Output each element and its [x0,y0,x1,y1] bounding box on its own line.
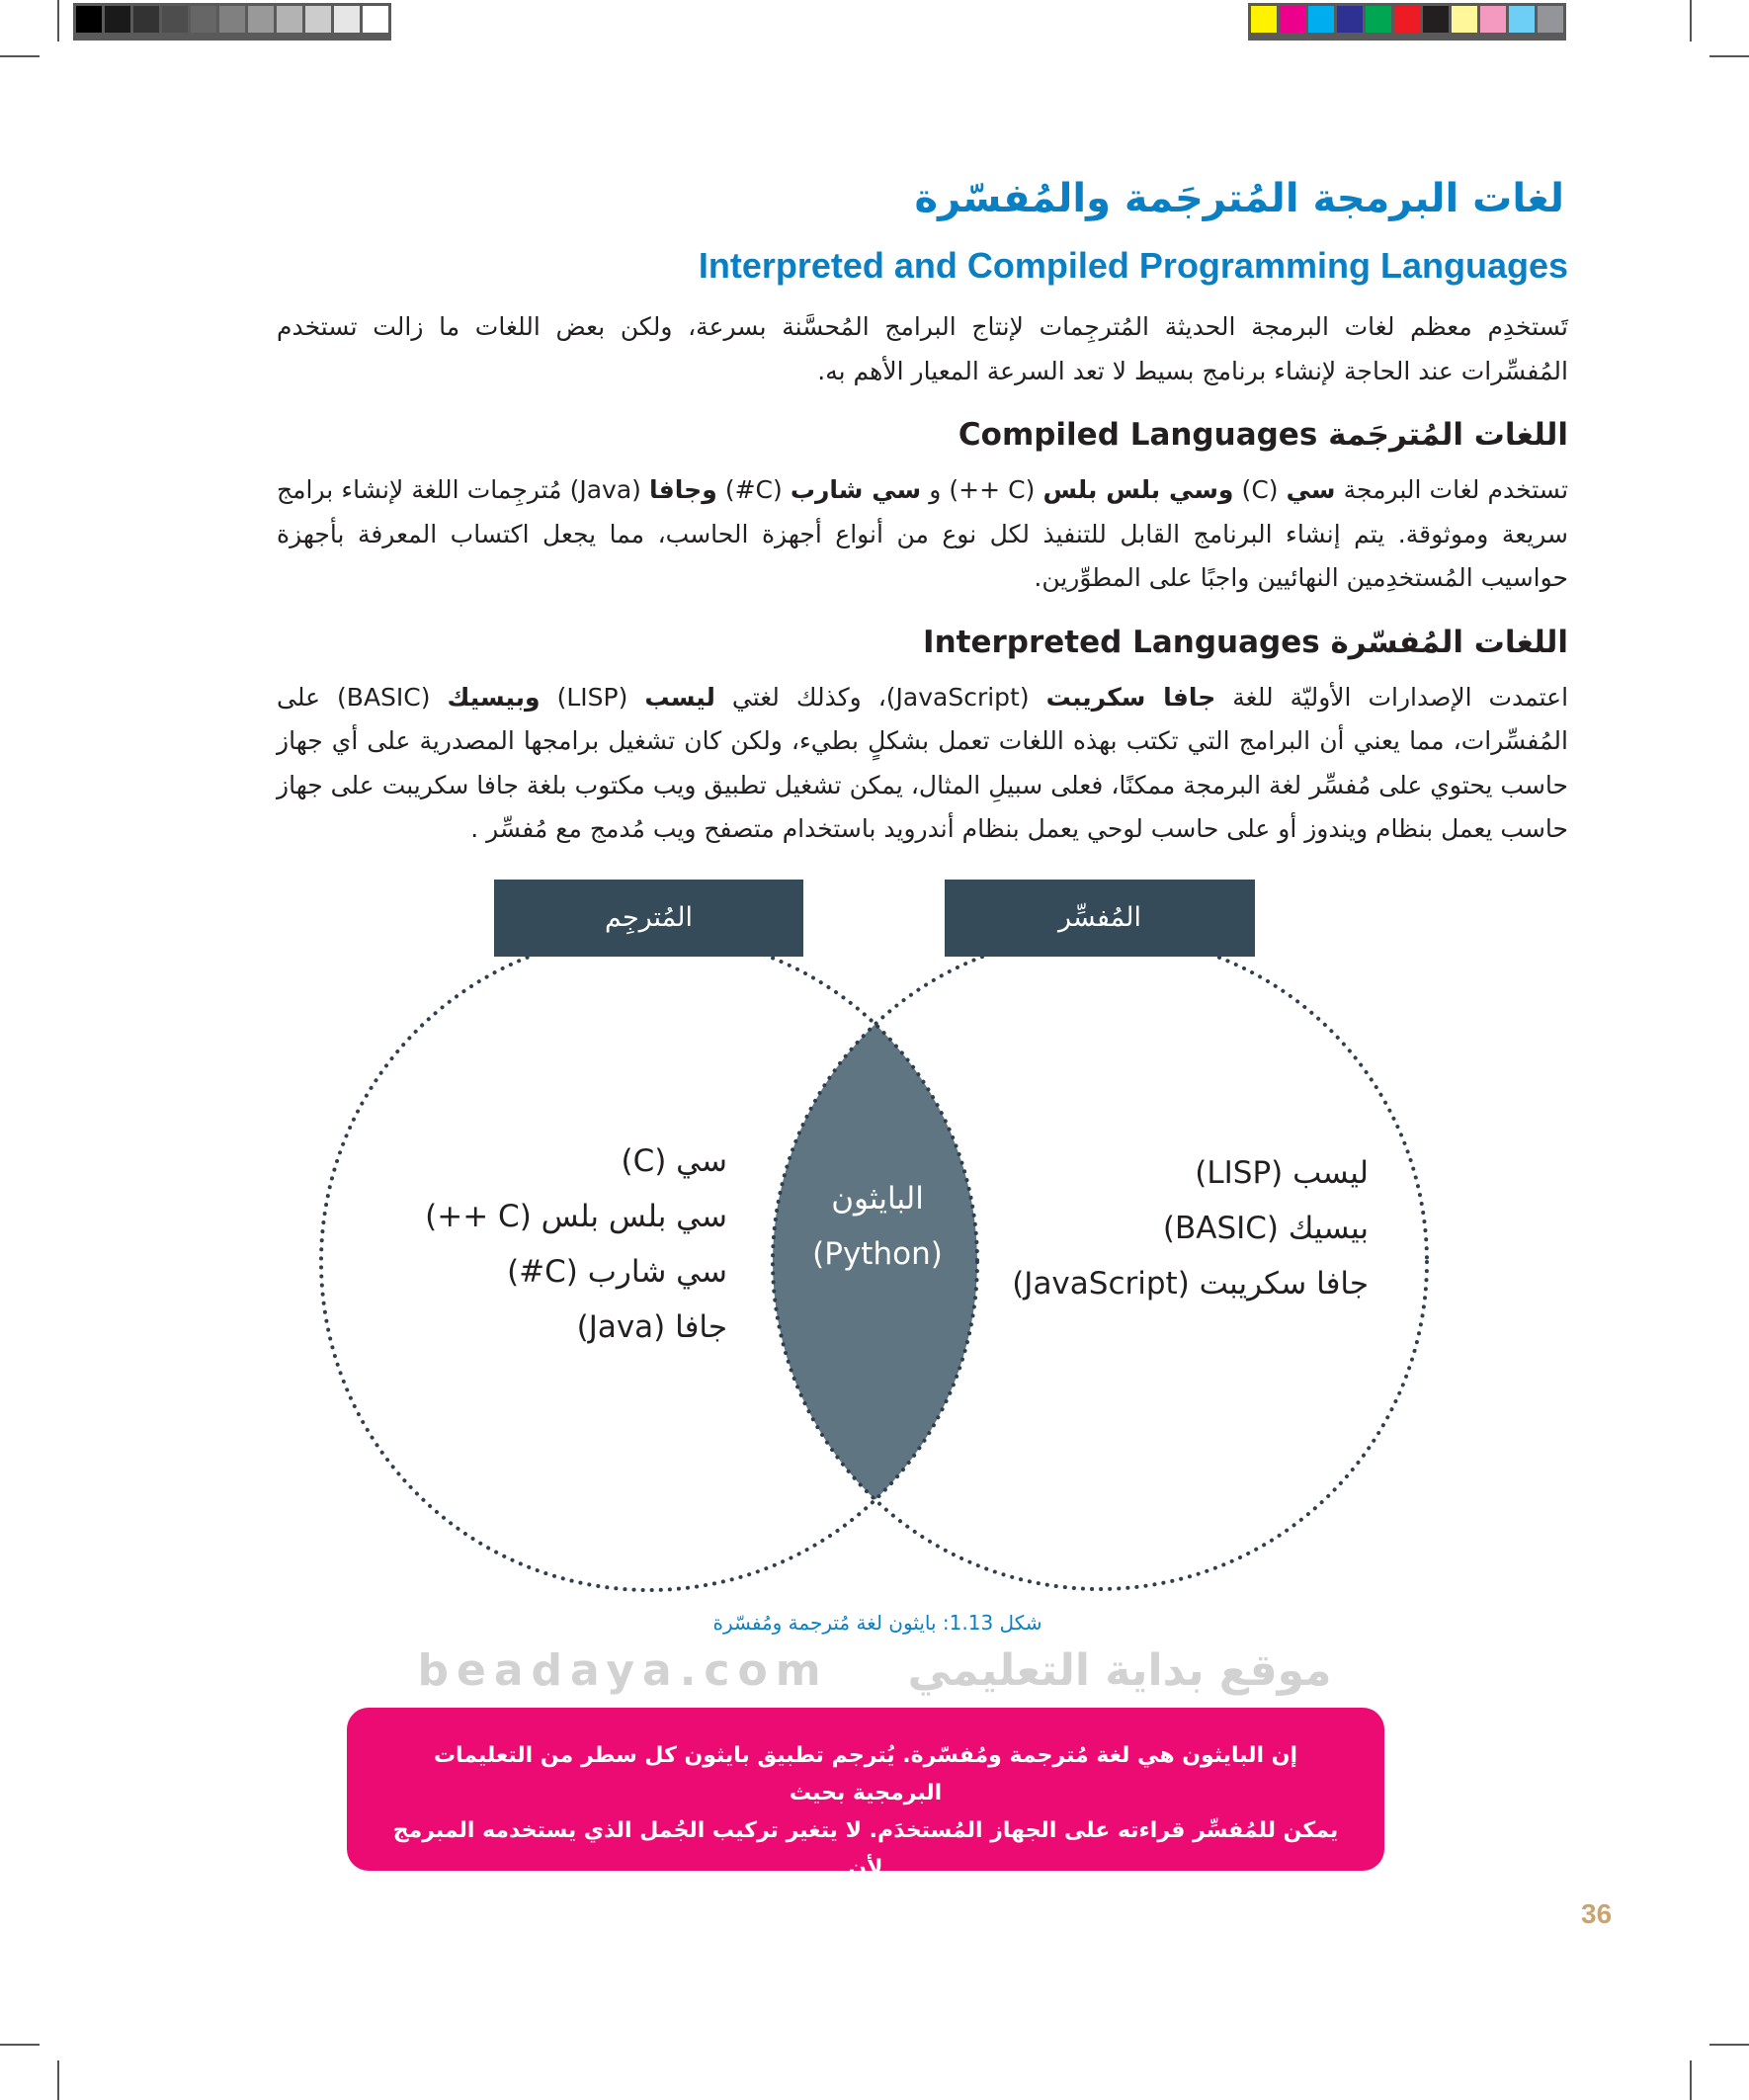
crop-mark [1690,2060,1692,2100]
color-swatch [219,6,245,33]
compiled-paragraph [277,468,1568,601]
color-swatch [1509,6,1535,33]
interpreted-languages-list [1012,1145,1369,1311]
compiled-languages-list [425,1134,727,1355]
figure-caption: شكل 1.13: بايثون لغة مُترجمة ومُفسّرة [712,1610,1042,1635]
color-swatch [105,6,130,33]
note-line: يمكن للمُفسِّر قراءته على الجهاز المُستخدَم. لا يتغير تركيب الجُمل الذي يستخدمه المبرمج لأن [392,1817,1339,1881]
python-arabic: البايثون [831,1180,924,1217]
crop-mark [57,0,59,42]
page-body: تَستخدِم معظم لغات البرمجة الحديثة المُترجِمات لإنتاج البرامج المُحسَّنة بسرعة، ولكن بعض اللغات ما زالت تستخدم المُفسِّرات عند الحاجة لإنشاء برنامج بسيط لا تعد السرعة المعيار الأهم به. اللغات المُترجَمة Compiled Languages تستخدم لغات البرمجة سي (C) وسي بلس بلس (C ++) و سي شارب (C#) وجافا (Java) مُترجِمات اللغة لإنشاء برامج سريعة وموثوقة. يتم إنشاء البرنامج القابل للتنفيذ لكل نوع من أنواع أجهزة الحاسب، مما يجعل اكتساب المعرفة بأجهزة حواسيب المُستخدِمين النهائيين واجبًا على المطوِّرين. اللغات المُفسّرة Interpreted Languages اعتمدت الإصدارات الأوليّة للغة جافا سكريبت (JavaScript)، وكذلك لغتي ليسب (LISP) وبيسيك (BASIC) على المُفسِّرات، مما يعني أن البرامج التي تكتب بهذه اللغات تعمل بشكلٍ بطيء، ولكن كان تشغيل برامجها المصدرية على أي جهاز حاسب يحتوي على مُفسِّر لغة البرمجة ممكنًا، فعلى سبيلِ المثال، يمكن تشغيل تطبيق ويب مكتوب بلغة جافا سكريبت على جهاز حاسب يعمل بنظام ويندوز أو على حاسب لوحي يعمل بنظام أندرويد باستخدام متصفح ويب مُدمج مع مُفسِّر . المُترجِم المُفسِّر سي (C) سي بلس بلس (C ++) سي شارب (C#) جافا (Java) ليسب (LISP) بيسيك (BASIC) جافا سكريبت (JavaScript) البايثون (Python) شكل 1.13: بايثون لغة مُترجمة ومُفسّرة beadaya.com موقع بداية التعليمي إن البايثون هي لغة مُترجمة ومُفسّرة. يُترجم تطبيق بايثون كل سطر من التعليمات البرمجية بحيث يمكن للمُفسِّر قراءته على الجهاز المُستخدَم. لا يتغير تركيب الجُمل الذي يستخدمه المبرمج لأن تطبيق بايثون يحوله إلى الشكل الصحيح للمُفسِّر المُستخدَم على هذا الجهاز. 36 [277,305,1568,1931]
list-item: سي (C) [621,1142,727,1179]
color-swatch [76,6,102,33]
python-english: (Python) [812,1235,943,1272]
text-segment: تستخدم لغات البرمجة [1335,475,1569,504]
venn-diagram [0,880,1749,1610]
color-swatch [1366,6,1391,33]
text-segment: (C ++) و [921,475,1043,504]
text-segment: (C#) [716,475,791,504]
page-title-english: Interpreted and Compiled Programming Languages [698,245,1568,286]
watermark-latin: beadaya.com [417,1644,829,1696]
compiled-heading: اللغات المُترجَمة Compiled Languages [958,417,1568,453]
interpreter-label: المُفسِّر [1058,902,1141,933]
color-swatch [1423,6,1449,33]
note-line: تطبيق بايثون يحوله إلى الشكل الصحيح للمُفسِّر المُستخدَم على هذا الجهاز. [467,1892,1264,1918]
color-swatch [1308,6,1334,33]
color-swatch [1452,6,1477,33]
bold-term: سي [1286,475,1336,504]
compiler-label: المُترجِم [604,902,694,933]
color-swatch [191,6,216,33]
color-swatch [334,6,360,33]
bold-term: سي شارب [790,475,922,504]
interpreted-paragraph [277,676,1568,852]
bold-term: ليسب [644,682,715,712]
text-segment: (JavaScript)، وكذلك لغتي [714,682,1046,712]
python-note-box [347,1708,1384,1918]
page-title-arabic: لغات البرمجة المُترجَمة والمُفسّرة [914,176,1564,221]
color-swatch [1251,6,1277,33]
bold-term: وسي بلس بلس [1042,475,1234,504]
list-item: سي بلس بلس (C ++) [425,1198,727,1234]
interpreted-heading: اللغات المُفسّرة Interpreted Languages [923,624,1568,660]
list-item: بيسيك (BASIC) [1162,1210,1369,1246]
intro-paragraph: تَستخدِم معظم لغات البرمجة الحديثة المُترجِمات لإنتاج البرامج المُحسَّنة بسرعة، ولكن بعض اللغات ما زالت تستخدم المُفسِّرات عند الحاجة لإنشاء برنامج بسيط لا تعد السرعة المعيار الأهم به. [277,312,1568,385]
text-segment: (C) [1233,475,1287,504]
crop-mark [57,2060,59,2100]
crop-mark [1690,0,1692,42]
crop-mark [1709,2044,1749,2046]
interpreter-label-box [945,880,1255,957]
color-swatch [1280,6,1305,33]
bold-term: وبيسيك [447,682,541,712]
color-swatch [248,6,274,33]
text-segment: (LISP) [540,682,645,712]
color-swatch [305,6,331,33]
color-swatch [133,6,159,33]
grayscale-color-bar [73,3,391,41]
list-item: ليسب (LISP) [1195,1154,1369,1191]
color-swatch [1480,6,1506,33]
text-segment: (BASIC) على المُفسِّرات، مما يعني أن البرامج التي تكتب بهذه اللغات تعمل بشكلٍ بطيء، ولكن كان تشغيل برامجها المصدرية على أي جهاز حاسب يحتوي على مُفسِّر لغة البرمجة ممكنًا، فعلى سبيلِ المثال، يمكن تشغيل تطبيق ويب مكتوب بلغة جافا سكريبت على جهاز حاسب يعمل بنظام ويندوز أو على حاسب لوحي يعمل بنظام أندرويد باستخدام متصفح ويب مُدمج مع مُفسِّر . [277,682,1568,843]
watermark [0,1644,1749,1696]
list-item: جافا (Java) [576,1308,727,1345]
color-swatch [1538,6,1563,33]
bold-term: جافا سكريبت [1045,682,1216,712]
text-segment: (Java) مُترجِمات اللغة لإنشاء برامج سريعة وموثوقة. يتم إنشاء البرنامج القابل للتنفيذ لكل نوع من أنواع أجهزة الحاسب، مما يجعل اكتساب المعرفة بأجهزة حواسيب المُستخدِمين النهائيين واجبًا على المطوِّرين. [277,475,1568,592]
color-swatch [162,6,188,33]
bold-term: وجافا [649,475,717,504]
color-swatch [1394,6,1420,33]
crop-mark [1709,55,1749,57]
process-color-bar [1248,3,1566,41]
list-item: سي شارب (C#) [507,1253,727,1290]
color-swatch [1337,6,1363,33]
text-segment: اعتمدت الإصدارات الأوليّة للغة [1215,682,1569,712]
color-swatch [363,6,388,33]
crop-mark [0,2044,40,2046]
crop-mark [0,55,40,57]
watermark-arabic: موقع بداية التعليمي [907,1644,1332,1696]
compiler-label-box [494,880,803,957]
color-swatch [277,6,302,33]
list-item: جافا سكريبت (JavaScript) [1012,1265,1369,1302]
note-line: إن البايثون هي لغة مُترجمة ومُفسّرة. يُترجم تطبيق بايثون كل سطر من التعليمات البرمجية بحيث [433,1742,1298,1806]
python-label [776,1171,979,1282]
